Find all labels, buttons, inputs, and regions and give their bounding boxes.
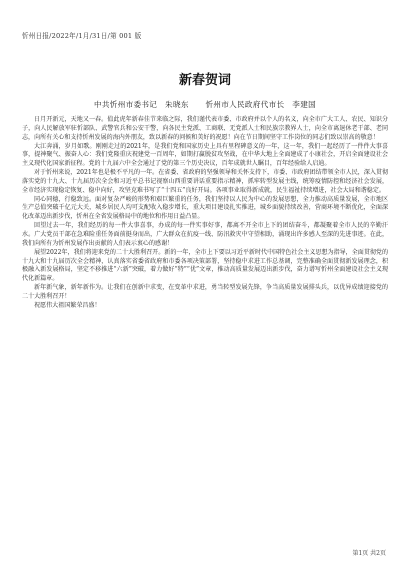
- body-paragraph: 对于忻州来说，2021年也是极不平凡的一年。在省委、省政府的坚强领导和关怀支持下，市委、市政府团结带领全市人民，深入贯彻落实党的十九大、十九届历次全会和习近平总书记视察山西重要讲话重要指示精神，抓牢转型发展主线，统筹疫情防控和经济社会发展，全市经济实现稳定恢复、稳中向好，攻坚克难书写了“十四五”良好开局。各项事业取得新成就，民生福祉持续增进，社会大局和谐稳定。: [22, 169, 389, 194]
- body-paragraph: 同心同德，行稳致远。面对复杂严峻的形势和艰巨繁重的任务，我们坚持以人民为中心的发展思想，全力推动高质量发展，全市地区生产总值突破千亿元大关，城乡居民人均可支配收入稳步增长，重大项目建设扎实推进，城乡面貌持续改善，营商环境不断优化，全面深化改革迈出新步伐，忻州在全省发展格局中的地位和作用日益凸显。: [22, 195, 388, 221]
- body-paragraph: 日月开新元，天地又一春。值此虎年新春佳节来临之际，我们谨代表市委、市政府并以个人的名义，向全市广大工人、农民、知识分子，向人民解放军驻忻部队、武警官兵和公安干警，向各民主党派、工商联、无党派人士和民族宗教界人士，向全市离退休老干部、老同志，向所有关心和支持忻州发展的海内外朋友，致以新春的问候和美好的祝愿！向在节日期间坚守工作岗位的同志们致以崇高的敬意！: [22, 116, 388, 141]
- body-paragraph: 新年新气象，新年新作为。让我们在创新中求变，在变革中求进，勇当转型发展先锋，争当高质量发展排头兵，以优异成绩迎接党的二十大胜利召开！: [22, 284, 388, 300]
- byline-party-secretary: 中共忻州市委书记 朱晓东: [94, 100, 189, 109]
- article-body: [22, 116, 388, 311]
- page-header: 忻州日报/2022年/1月/31日/第 001 版: [22, 32, 142, 40]
- body-paragraph: 回望过去一年，我们经历的每一件大事喜事，办成的每一件实事好事，都离不开全市上下的团结奋斗，都凝聚着全市人民的辛勤汗水。广大党员干部在急难险重任务面前挺身而出，广大群众在抗疫一线、防汛救灾中守望相助，涌现出许多感人至深的先进事迹。在此，我们向所有为忻州发展作出贡献的人们表示衷心的感谢！: [22, 222, 388, 247]
- article-title: 新春贺词: [178, 73, 231, 88]
- body-paragraph: 大江奔涌，岁月如歌。刚刚走过的2021年，是我们党和国家历史上具有里程碑意义的一年，这一年，我们一起经历了一件件大事喜事，提神聚气、振奋人心：我们党隆重庆祝建党一百周年，如期打赢脱贫攻坚战，在中华大地上全面建成了小康社会，开启全面建设社会主义现代化国家新征程。党的十九届六中全会通过了党的第三个历史决议，百年成就世人瞩目，百年经验给人启迪。: [22, 142, 388, 168]
- article-byline: [0, 99, 410, 110]
- page-number: 第1页 共2页: [352, 550, 386, 557]
- body-paragraph: 展望2022年，我们将迎来党的二十大胜利召开。新的一年，全市上下要以习近平新时代中国特色社会主义思想为指导，全面贯彻党的十九大和十九届历次全会精神，认真落实省委省政府和市委各项决策部署，坚持稳中求进工作总基调，完整准确全面贯彻新发展理念，积极融入新发展格局，坚定不移推进“六新”突破，着力做好“特”“优”文章，推动高质量发展迈出新步伐，奋力谱写忻州全面建设社会主义现代化新篇章。: [22, 248, 389, 283]
- body-paragraph: 祝愿伟大祖国繁荣昌盛！: [34, 301, 101, 309]
- byline-mayor: 忻州市人民政府代市长 李建国: [205, 100, 316, 109]
